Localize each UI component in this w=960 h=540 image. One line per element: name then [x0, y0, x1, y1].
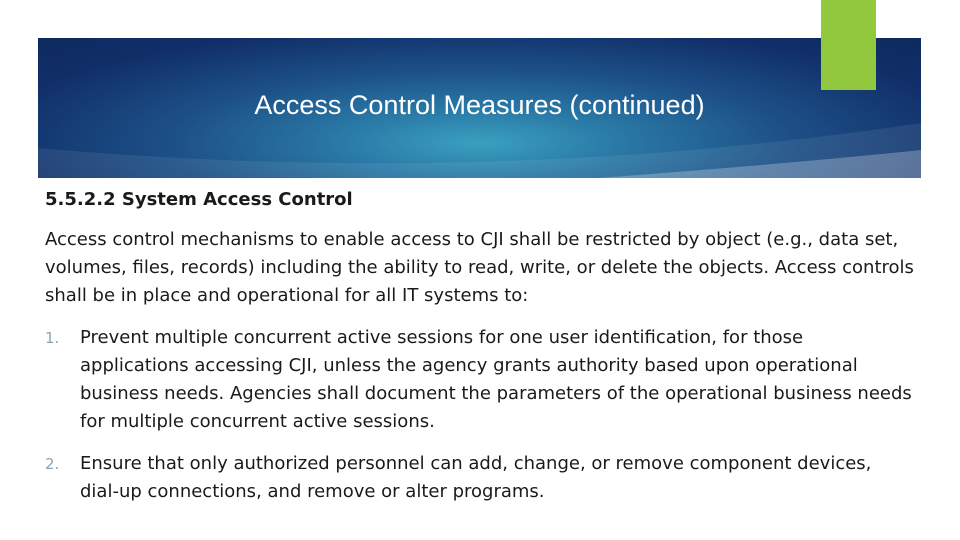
- slide-body: [45, 186, 915, 520]
- list-item-number: 2.: [45, 455, 60, 473]
- section-heading: 5.5.2.2 System Access Control: [45, 189, 353, 210]
- list-item-text: Prevent multiple concurrent active sessions for one user identification, for those applications accessing CJI, unless the agency grants authority based upon operational business needs. Agencies shall document the parameters of the operational business needs for multiple concurrent active sessions.: [80, 327, 912, 432]
- requirements-list: [45, 324, 915, 506]
- slide-title: Access Control Measures (continued): [254, 90, 705, 120]
- intro-paragraph: Access control mechanisms to enable access to CJI shall be restricted by object (e.g., data set, volumes, files, records) including the ability to read, write, or delete the objects. Access controls shall be in place and operational for all IT systems to:: [45, 229, 914, 306]
- list-item-number: 1.: [45, 329, 60, 347]
- accent-bar: [821, 0, 876, 90]
- list-item: [45, 450, 915, 506]
- list-item-text: Ensure that only authorized personnel can add, change, or remove component devices, dial-up connections, and remove or alter programs.: [80, 453, 872, 502]
- list-item: [45, 324, 915, 436]
